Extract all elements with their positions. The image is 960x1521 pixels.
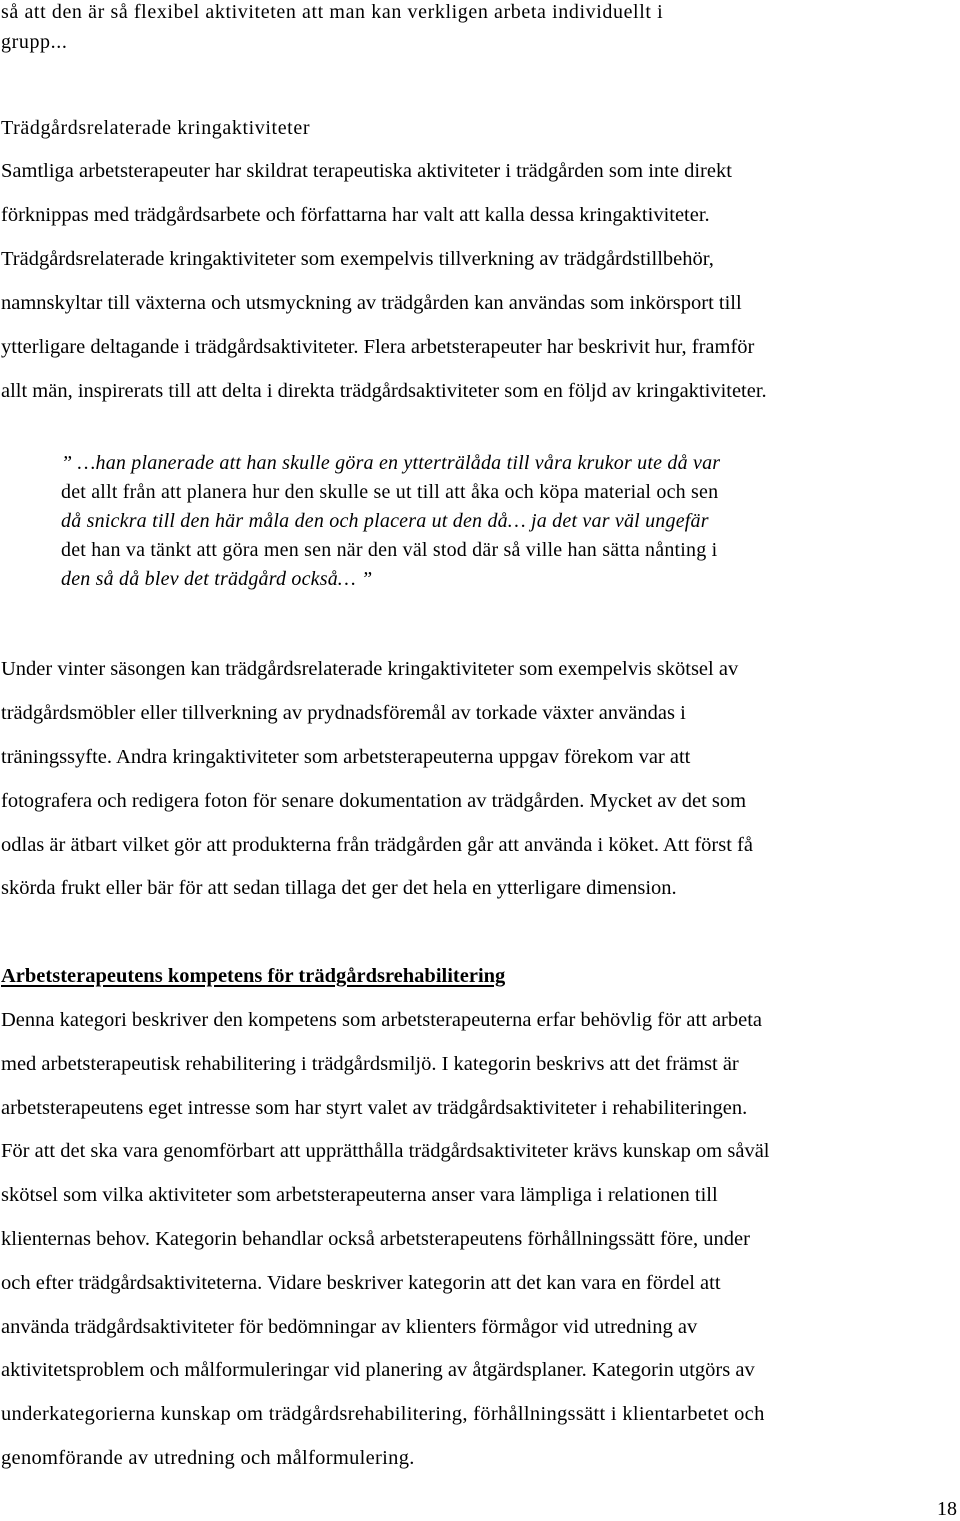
paragraph-3-line-10: underkategorierna kunskap om trädgårdsrehabilitering, förhållningssätt i klientarbetet och [1, 1403, 765, 1425]
quote-line-5: den så då blev det trädgård också… ” [61, 568, 373, 590]
paragraph-1-line-1: Samtliga arbetsterapeuter har skildrat terapeutiska aktiviteter i trädgården som inte direkt [1, 160, 732, 182]
paragraph-3-line-4: För att det ska vara genomförbart att upprätthålla trädgårdsaktiviteter krävs kunskap om såväl [1, 1140, 770, 1162]
paragraph-1-line-3: Trädgårdsrelaterade kringaktiviteter som exempelvis tillverkning av trädgårdstillbehör, [1, 248, 714, 270]
intro-line-2: grupp... [1, 31, 68, 53]
paragraph-1-line-2: förknippas med trädgårdsarbete och författarna har valt att kalla dessa kringaktiviteter. [1, 204, 710, 226]
paragraph-2-line-3: träningssyfte. Andra kringaktiviteter som arbetsterapeuterna uppgav förekom var att [1, 746, 691, 768]
paragraph-3-line-6: klienternas behov. Kategorin behandlar också arbetsterapeutens förhållningssätt före, under [1, 1228, 750, 1250]
paragraph-1-line-4: namnskyltar till växterna och utsmyckning av trädgården kan användas som inkörsport till [1, 292, 742, 314]
paragraph-3-line-9: aktivitetsproblem och målformuleringar vid planering av åtgärdsplaner. Kategorin utgörs av [1, 1359, 755, 1381]
paragraph-3-line-8: använda trädgårdsaktiviteter för bedömningar av klienters förmågor vid utredning av [1, 1316, 698, 1338]
paragraph-1-line-6: allt män, inspirerats till att delta i direkta trädgårdsaktiviteter som en följd av kringaktiviteter. [1, 380, 767, 402]
page-number: 18 [937, 1498, 957, 1520]
section-heading-kompetens: Arbetsterapeutens kompetens för trädgårdsrehabilitering [1, 965, 506, 987]
paragraph-3-line-3: arbetsterapeutens eget intresse som har styrt valet av trädgårdsaktiviteter i rehabiliteringen. [1, 1097, 748, 1119]
paragraph-3-line-2: med arbetsterapeutisk rehabilitering i trädgårdsmiljö. I kategorin beskrivs att det främst är [1, 1053, 739, 1075]
paragraph-2-line-1: Under vinter säsongen kan trädgårdsrelaterade kringaktiviteter som exempelvis skötsel av [1, 658, 739, 680]
paragraph-2-line-5: odlas är ätbart vilket gör att produkterna från trädgården går att använda i köket. Att först få [1, 834, 753, 856]
paragraph-2-line-4: fotografera och redigera foton för senare dokumentation av trädgården. Mycket av det som [1, 790, 747, 812]
paragraph-3-line-1: Denna kategori beskriver den kompetens som arbetsterapeuterna erfar behövlig för att arbeta [1, 1009, 763, 1031]
paragraph-3-line-7: och efter trädgårdsaktiviteterna. Vidare beskriver kategorin att det kan vara en fördel att [1, 1272, 721, 1294]
paragraph-2-line-6: skörda frukt eller bär för att sedan tillaga det ger det hela en ytterligare dimension. [1, 877, 677, 899]
paragraph-2-line-2: trädgårdsmöbler eller tillverkning av prydnadsföremål av torkade växter användas i [1, 702, 686, 724]
quote-line-3: då snickra till den här måla den och placera ut den då… ja det var väl ungefär [61, 510, 709, 532]
paragraph-3-line-11: genomförande av utredning och målformulering. [1, 1447, 415, 1469]
quote-line-1: ” …han planerade att han skulle göra en ytterträlåda till våra krukor ute då var [61, 452, 721, 474]
paragraph-1-line-5: ytterligare deltagande i trädgårdsaktiviteter. Flera arbetsterapeuter har beskrivit hur, framför [1, 336, 755, 358]
paragraph-3-line-5: skötsel som vilka aktiviteter som arbetsterapeuterna anser vara lämpliga i relationen till [1, 1184, 718, 1206]
subheading-kringaktiviteter: Trädgårdsrelaterade kringaktiviteter [1, 117, 311, 139]
intro-line-1: så att den är så flexibel aktiviteten att man kan verkligen arbeta individuellt i [1, 1, 664, 23]
quote-line-2: det allt från att planera hur den skulle se ut till att åka och köpa material och sen [61, 481, 719, 503]
quote-line-4: det han va tänkt att göra men sen när den väl stod där så ville han sätta nånting i [61, 539, 718, 561]
